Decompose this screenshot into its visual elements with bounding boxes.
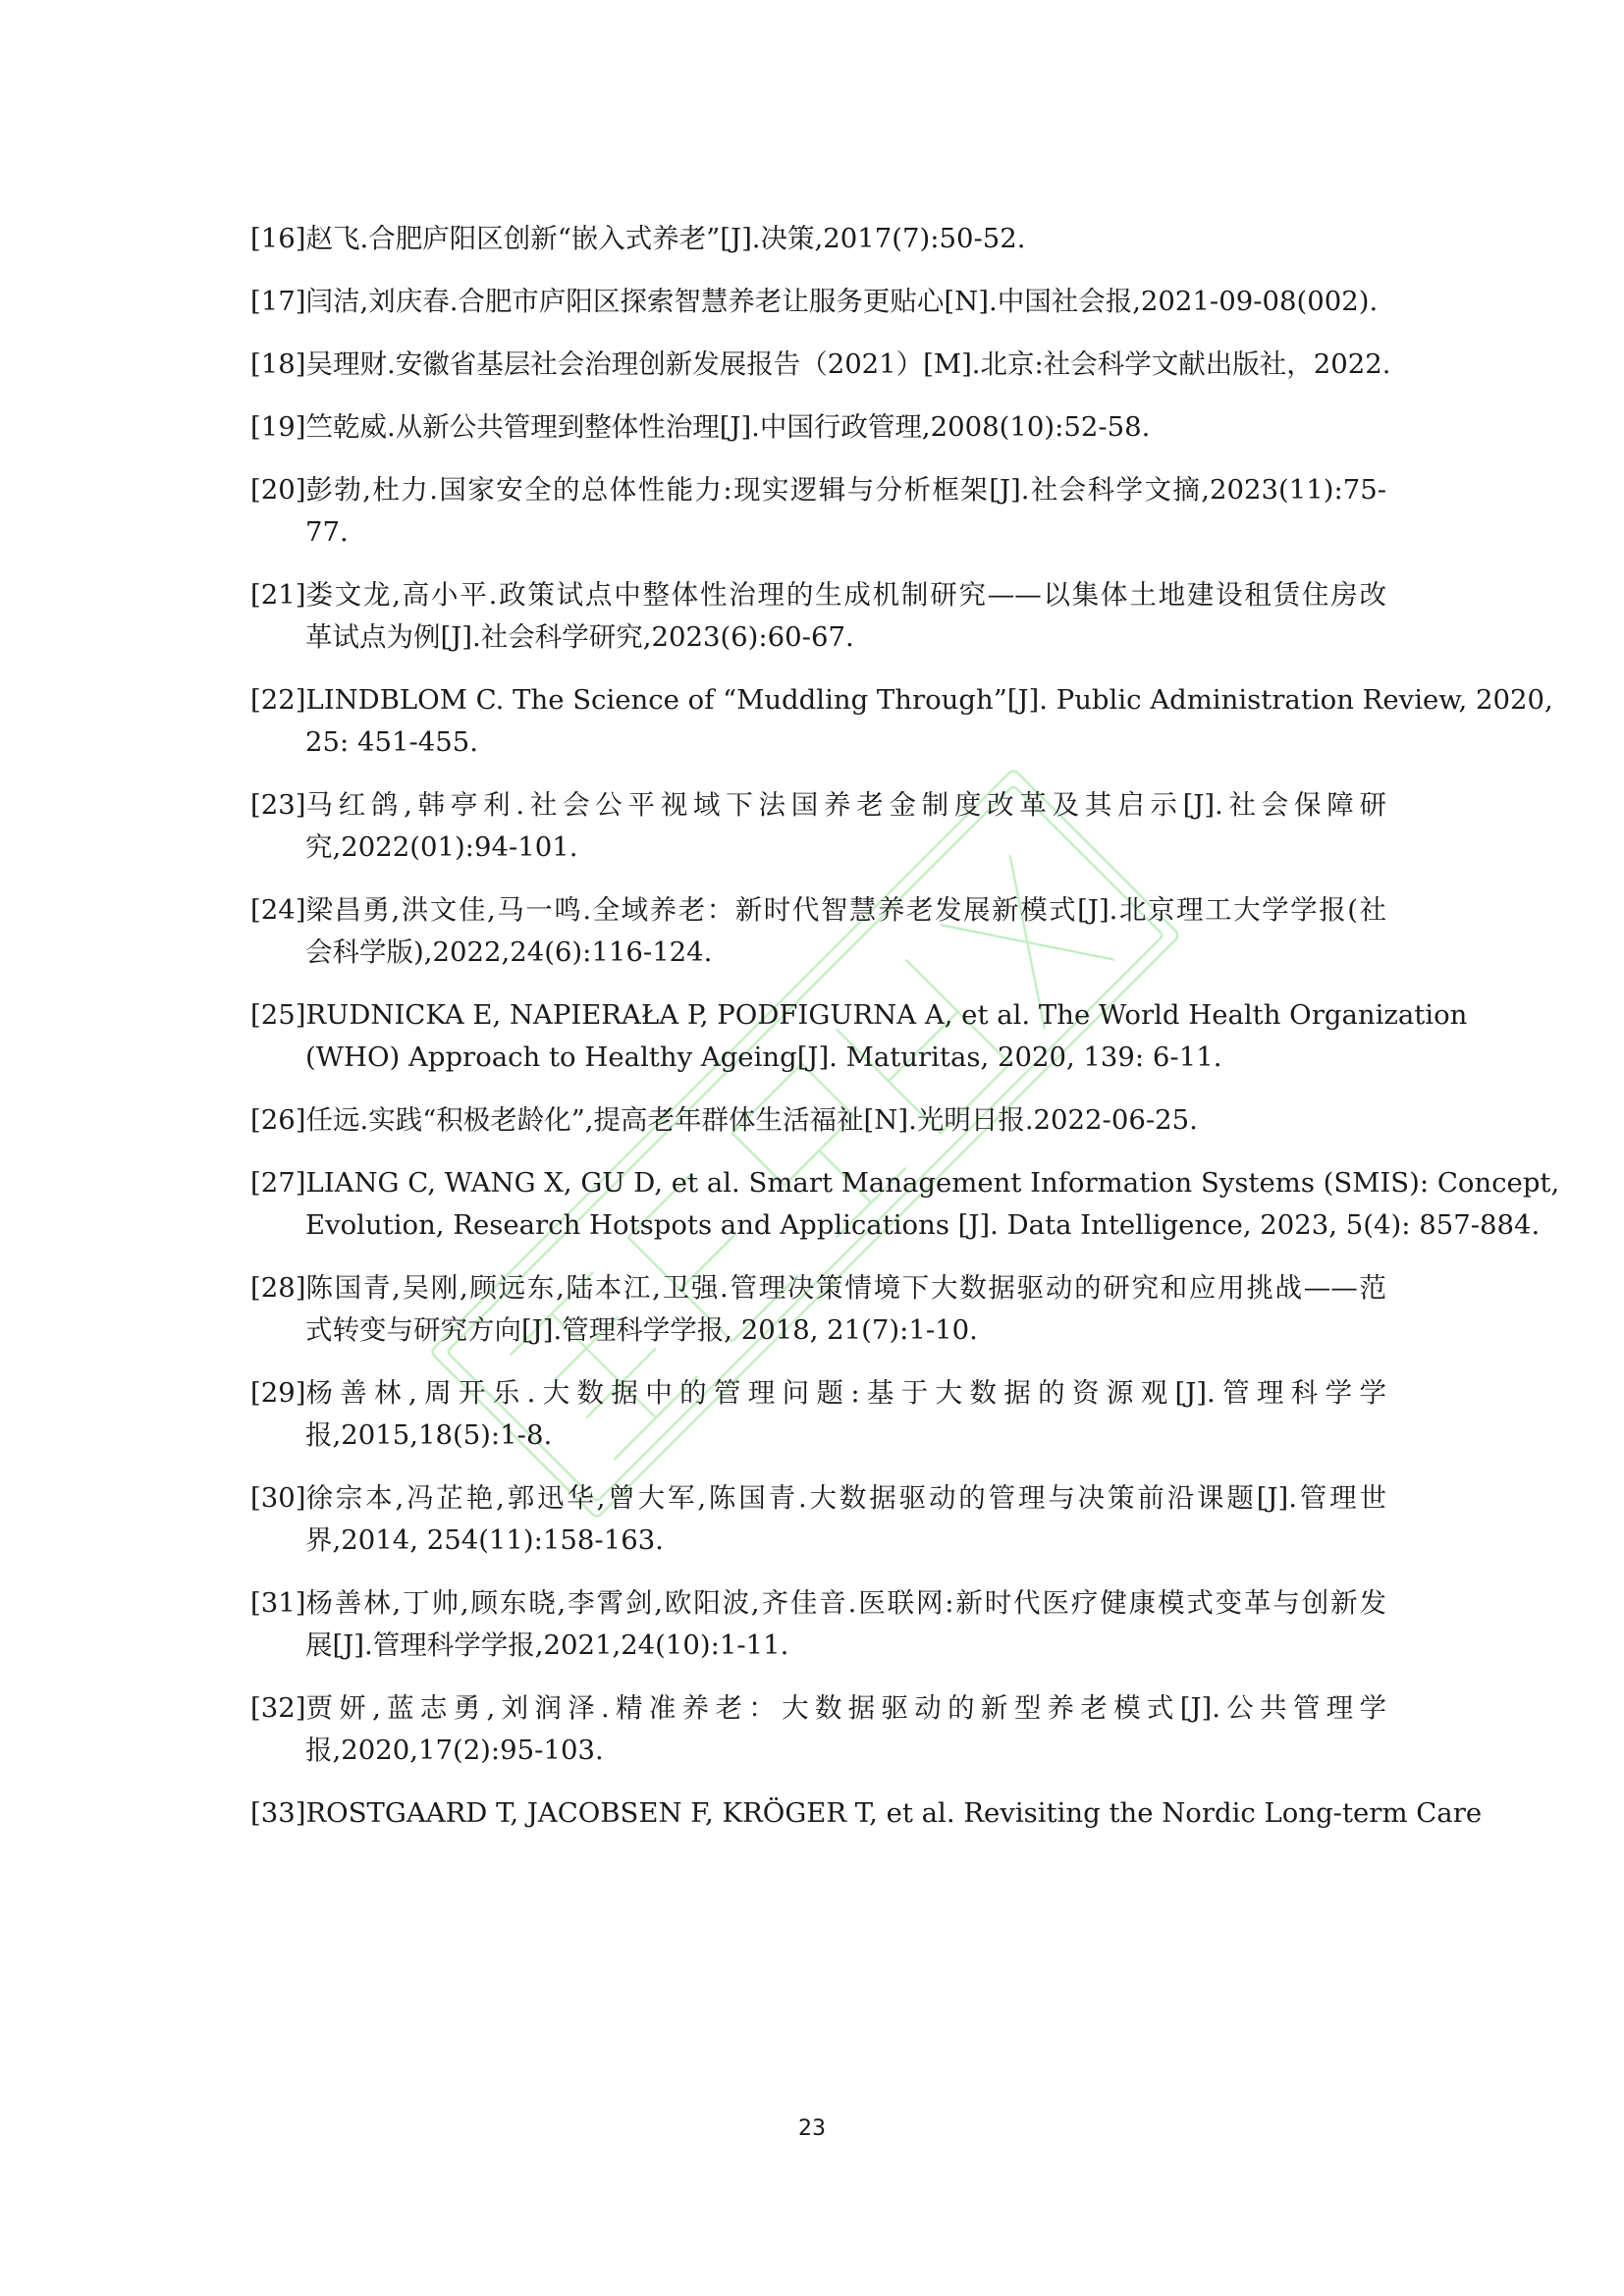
reference-number: [31] bbox=[250, 1587, 306, 1619]
reference-number: [33] bbox=[250, 1797, 306, 1829]
reference-first-line bbox=[250, 790, 1386, 820]
reference-first-line bbox=[250, 1105, 1198, 1135]
reference-text: 陈国青,吴刚,顾远东,陆本江,卫强.管理决策情境下大数据驱动的研究和应用挑战——范 bbox=[305, 1272, 1386, 1304]
reference-number: [27] bbox=[250, 1167, 306, 1199]
reference-first-line bbox=[250, 580, 1386, 610]
reference-text: 杨善林,丁帅,顾东晓,李霄剑,欧阳波,齐佳音.医联网:新时代医疗健康模式变革与创新发 bbox=[305, 1587, 1386, 1619]
reference-text: 梁昌勇,洪文佳,马一鸣.全域养老：新时代智慧养老发展新模式[J].北京理工大学学报(社 bbox=[305, 894, 1386, 926]
reference-continuation: 革试点为例[J].社会科学研究,2023(6):60-67. bbox=[305, 621, 854, 653]
reference-text: 贾妍,蓝志勇,刘润泽.精准养老：大数据驱动的新型养老模式[J].公共管理学 bbox=[305, 1692, 1386, 1724]
reference-number: [21] bbox=[250, 579, 306, 611]
reference-number: [25] bbox=[250, 999, 306, 1031]
reference-first-line bbox=[250, 475, 1386, 505]
reference-text: 竺乾威.从新公共管理到整体性治理[J].中国行政管理,2008(10):52-58. bbox=[305, 411, 1151, 443]
reference-number: [22] bbox=[250, 684, 306, 716]
reference-text: 娄文龙,高小平.政策试点中整体性治理的生成机制研究——以集体土地建设租赁住房改 bbox=[305, 579, 1386, 611]
reference-text: 彭勃,杜力.国家安全的总体性能力:现实逻辑与分析框架[J].社会科学文摘,2023(11):75- bbox=[305, 474, 1386, 506]
reference-first-line bbox=[250, 1798, 1482, 1828]
reference-number: [16] bbox=[250, 223, 306, 254]
reference-first-line bbox=[250, 349, 1391, 379]
reference-number: [17] bbox=[250, 286, 306, 317]
reference-first-line bbox=[250, 1588, 1386, 1618]
reference-number: [24] bbox=[250, 894, 306, 926]
reference-first-line bbox=[250, 1693, 1386, 1723]
reference-text: 任远.实践“积极老龄化”,提高老年群体生活福祉[N].光明日报.2022-06-25. bbox=[305, 1104, 1198, 1136]
reference-continuation: Evolution, Research Hotspots and Applications [J]. Data Intelligence, 2023, 5(4): 857-884. bbox=[305, 1209, 1541, 1241]
reference-text: LINDBLOM C. The Science of “Muddling Through”[J]. Public Administration Review, 2020, bbox=[305, 684, 1553, 716]
reference-first-line bbox=[250, 1273, 1386, 1303]
reference-text: 徐宗本,冯芷艳,郭迅华,曾大军,陈国青.大数据驱动的管理与决策前沿课题[J].管理世 bbox=[305, 1482, 1386, 1514]
reference-number: [32] bbox=[250, 1692, 306, 1724]
reference-first-line bbox=[250, 224, 1026, 253]
reference-number: [18] bbox=[250, 348, 306, 380]
reference-number: [19] bbox=[250, 411, 306, 443]
reference-number: [28] bbox=[250, 1272, 306, 1304]
reference-first-line bbox=[250, 287, 1378, 316]
reference-number: [20] bbox=[250, 474, 306, 506]
reference-continuation: 会科学版),2022,24(6):116-124. bbox=[305, 936, 713, 968]
reference-continuation: 界,2014, 254(11):158-163. bbox=[305, 1524, 664, 1556]
page-number: 23 bbox=[798, 2116, 826, 2141]
reference-text: 杨善林,周开乐.大数据中的管理问题:基于大数据的资源观[J].管理科学学 bbox=[305, 1377, 1386, 1409]
reference-first-line bbox=[250, 412, 1150, 442]
reference-text: 马红鸽,韩亭利.社会公平视域下法国养老金制度改革及其启示[J].社会保障研 bbox=[305, 789, 1386, 821]
reference-text: 闫洁,刘庆春.合肥市庐阳区探索智慧养老让服务更贴心[N].中国社会报,2021-09-08(002). bbox=[305, 286, 1379, 317]
reference-first-line bbox=[250, 999, 1468, 1031]
reference-continuation: (WHO) Approach to Healthy Ageing[J]. Maturitas, 2020, 139: 6-11. bbox=[305, 1041, 1222, 1073]
reference-first-line bbox=[250, 895, 1386, 925]
reference-continuation: 展[J].管理科学学报,2021,24(10):1-11. bbox=[305, 1629, 789, 1661]
reference-text: ROSTGAARD T, JACOBSEN F, KRÖGER T, et al. Revisiting the Nordic Long-term Care bbox=[305, 1797, 1483, 1829]
reference-first-line bbox=[250, 684, 1553, 716]
reference-first-line bbox=[250, 1167, 1560, 1199]
reference-text: 吴理财.安徽省基层社会治理创新发展报告（2021）[M].北京:社会科学文献出版社，2022. bbox=[305, 348, 1391, 380]
reference-first-line bbox=[250, 1483, 1386, 1513]
reference-first-line bbox=[250, 1378, 1386, 1408]
reference-continuation: 25: 451-455. bbox=[305, 726, 479, 758]
reference-continuation: 式转变与研究方向[J].管理科学学报, 2018, 21(7):1-10. bbox=[305, 1314, 978, 1346]
reference-text: RUDNICKA E, NAPIERAŁA P, PODFIGURNA A, et al. The World Health Organization bbox=[305, 999, 1468, 1031]
reference-continuation: 报,2015,18(5):1-8. bbox=[305, 1419, 553, 1451]
reference-continuation: 77. bbox=[305, 516, 349, 548]
reference-text: LIANG C, WANG X, GU D, et al. Smart Management Information Systems (SMIS): Concept, bbox=[305, 1167, 1560, 1199]
reference-number: [30] bbox=[250, 1482, 306, 1514]
reference-number: [26] bbox=[250, 1104, 306, 1136]
reference-number: [23] bbox=[250, 789, 306, 821]
reference-number: [29] bbox=[250, 1377, 306, 1409]
reference-continuation: 究,2022(01):94-101. bbox=[305, 831, 578, 863]
reference-continuation: 报,2020,17(2):95-103. bbox=[305, 1735, 604, 1766]
reference-text: 赵飞.合肥庐阳区创新“嵌入式养老”[J].决策,2017(7):50-52. bbox=[305, 223, 1026, 254]
